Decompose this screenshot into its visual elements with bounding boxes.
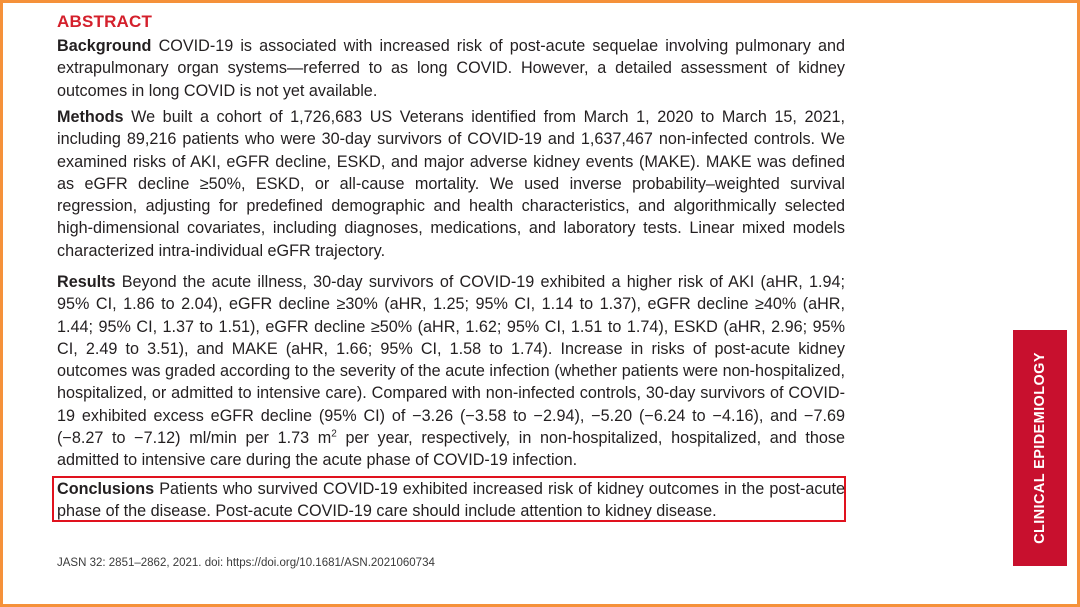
conclusions-text: Patients who survived COVID-19 exhibited increased risk of kidney outcomes in the post-acute phase of the disease. Post-acute COVID-19 care should include attention to kidney disease.: [57, 480, 845, 521]
results-label: Results: [57, 273, 116, 291]
conclusions-label: Conclusions: [57, 480, 155, 498]
background-paragraph: [57, 35, 845, 102]
conclusions-paragraph: [57, 478, 845, 523]
section-side-tab: [1013, 330, 1067, 566]
methods-text: We built a cohort of 1,726,683 US Veterans identified from March 1, 2020 to March 15, 2021, including 89,216 patients who were 30-day survivors of COVID-19 and 1,637,467 non-infected controls. We examined risks of AKI, eGFR decline, ESKD, and major adverse kidney events (MAKE). MAKE was defined as eGFR decline ≥50%, ESKD, or all-cause mortality. We used inverse probability–weighted survival regression, adjusting for predefined demographic and health characteristics, and algorithmically selected high-dimensional covariates, including diagnoses, medications, and laboratory tests. Linear mixed models characterized intra-individual eGFR trajectory.: [57, 108, 845, 260]
results-text: Beyond the acute illness, 30-day survivors of COVID-19 exhibited a higher risk of AKI (aHR, 1.94; 95% CI, 1.86 to 2.04), eGFR decline ≥30% (aHR, 1.25; 95% CI, 1.14 to 1.37), eGFR decline ≥40% (aHR, 1.44; 95% CI, 1.37 to 1.51), eGFR decline ≥50% (aHR, 1.62; 95% CI, 1.51 to 1.74), ESKD (aHR, 2.96; 95% CI, 2.49 to 3.51), and MAKE (aHR, 1.66; 95% CI, 1.58 to 1.74). Increase in risks of post-acute kidney outcomes was graded according to the severity of the acute infection (whether patients were non-hospitalized, hospitalized, or admitted to intensive care). Compared with non-infected controls, 30-day survivors of COVID-19 exhibited excess eGFR decline (95% CI) of −3.26 (−3.58 to −2.94), −5.20 (−6.24 to −4.16), and −7.69 (−8.27 to −7.12) ml/min per 1.73 m: [57, 273, 845, 448]
results-text-end: per year, respectively, in non-hospitalized, hospitalized, and those admitted to intensive care during the acute phase of COVID-19 infection.: [57, 429, 846, 470]
side-tab-label: CLINICAL EPIDEMIOLOGY: [1032, 352, 1048, 544]
methods-label: Methods: [57, 108, 124, 126]
methods-paragraph: [57, 106, 845, 262]
abstract-heading: ABSTRACT: [57, 12, 153, 31]
results-paragraph: [57, 271, 845, 472]
background-text: COVID-19 is associated with increased risk of post-acute sequelae involving pulmonary and extrapulmonary organ systems—referred to as long COVID. However, a detailed assessment of kidney outcomes in long COVID is not yet available.: [57, 37, 845, 100]
superscript-two: 2: [331, 428, 337, 440]
citation: JASN 32: 2851–2862, 2021. doi: https://doi.org/10.1681/ASN.2021060734: [57, 557, 435, 569]
background-label: Background: [57, 37, 152, 55]
